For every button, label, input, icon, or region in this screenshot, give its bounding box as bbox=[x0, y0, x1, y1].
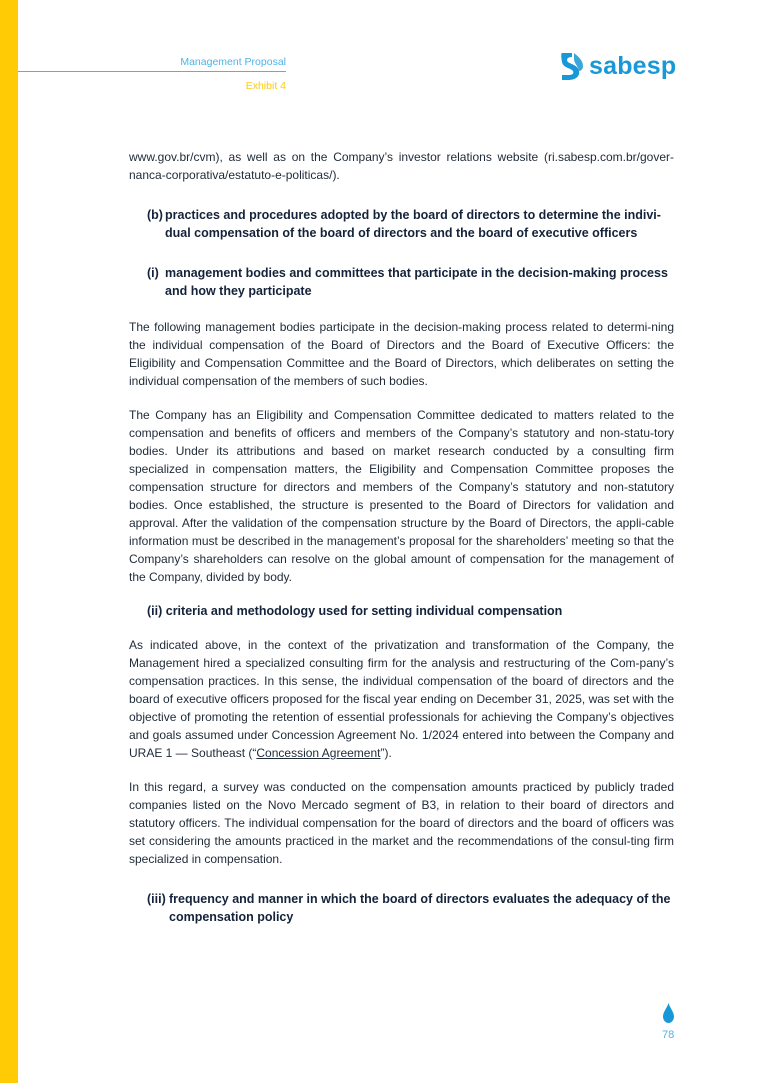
sabesp-logo-icon bbox=[559, 51, 585, 81]
heading-i-marker: (i) bbox=[147, 266, 159, 280]
heading-b bbox=[147, 206, 674, 242]
logo-wordmark: sabesp bbox=[589, 51, 677, 80]
paragraph-eligibility-committee: The Company has an Eligibility and Compensation Committee dedicated to matters related to the compensation and benefits of officers and members of the Company’s statutory and non-statu-tory bodies. Under its attributions and based on market research conducted by a consulting firm specialized in compensation matters, the Eligibility and Compensation Committee proposes the compensation structure for directors and members of the Company’s statutory and non-statutory bodies. Once established, the structure is presented to the Board of Directors for validation and approval. After the validation of the compensation structure by the Board of Directors, the appli-cable information must be described in the management’s proposal for the shareholders’ meeting so that the Company’s shareholders can resolve on the global amount of compensation for the management of the Company, divided by body. bbox=[129, 408, 674, 584]
concession-agreement-term: Concession Agreement bbox=[256, 746, 381, 760]
page-number: 78 bbox=[662, 1029, 675, 1041]
paragraph-methodology-text: As indicated above, in the context of the privatization and transformation of the Company, the Management hired a specialized consulting firm for the analysis and restructuring of the Com-pany’s compensation practices. In this sense, the individual compensation of the board of directors and the board of executive officers proposed for the fiscal year ending on December 31, 2025, was set with the objective of promoting the retention of essential professionals for achieving the Company’s objectives and goals assumed under Concession Agreement No. 1/2024 entered into between the Company and URAE 1 — Southeast (“ bbox=[129, 638, 674, 760]
heading-iii bbox=[147, 890, 674, 926]
paragraph-survey: In this regard, a survey was conducted on the compensation amounts practiced by publicly traded companies listed on the Novo Mercado segment of B3, in relation to their board of directors and statutory officers. The individual compensation for the board of directors and the board of officers was set considering the amounts practiced in the market and the recommendations of the consul-ting firm specialized in compensation. bbox=[129, 780, 674, 866]
header-divider bbox=[18, 71, 286, 72]
intro-paragraph: www.gov.br/cvm), as well as on the Company’s investor relations website (ri.sabesp.com.br/gover-nanca-corporativa/estatuto-e-politicas/). bbox=[129, 150, 674, 182]
water-drop-icon bbox=[663, 1003, 674, 1023]
paragraph-management-bodies: The following management bodies participate in the decision-making process related to determi-ning the individual compensation of the Board of Directors and the Board of Executive Officers: the Eligibility and Compensation Committee and the Board of Directors, which deliberates on setting the individual compensation of the members of such bodies. bbox=[129, 320, 674, 388]
heading-iii-marker: (iii) bbox=[147, 892, 166, 906]
header-title: Management Proposal bbox=[180, 56, 286, 68]
heading-b-marker: (b) bbox=[147, 208, 163, 222]
heading-ii: (ii) criteria and methodology used for setting individual compensation bbox=[147, 604, 563, 618]
paragraph-methodology-end: ”). bbox=[380, 746, 392, 760]
page-content bbox=[129, 148, 674, 944]
heading-b-text: practices and procedures adopted by the board of directors to determine the indivi-dual compensation of the board of directors and the board of executive officers bbox=[165, 208, 661, 240]
paragraph-methodology bbox=[129, 636, 674, 762]
heading-i-text: management bodies and committees that participate in the decision-making process and how they participate bbox=[165, 266, 668, 298]
heading-i bbox=[147, 264, 674, 300]
heading-iii-text: frequency and manner in which the board of directors evaluates the adequacy of the compensation policy bbox=[169, 892, 671, 924]
header-exhibit: Exhibit 4 bbox=[245, 80, 286, 92]
yellow-side-bar bbox=[0, 0, 18, 1083]
sabesp-logo bbox=[559, 50, 676, 82]
